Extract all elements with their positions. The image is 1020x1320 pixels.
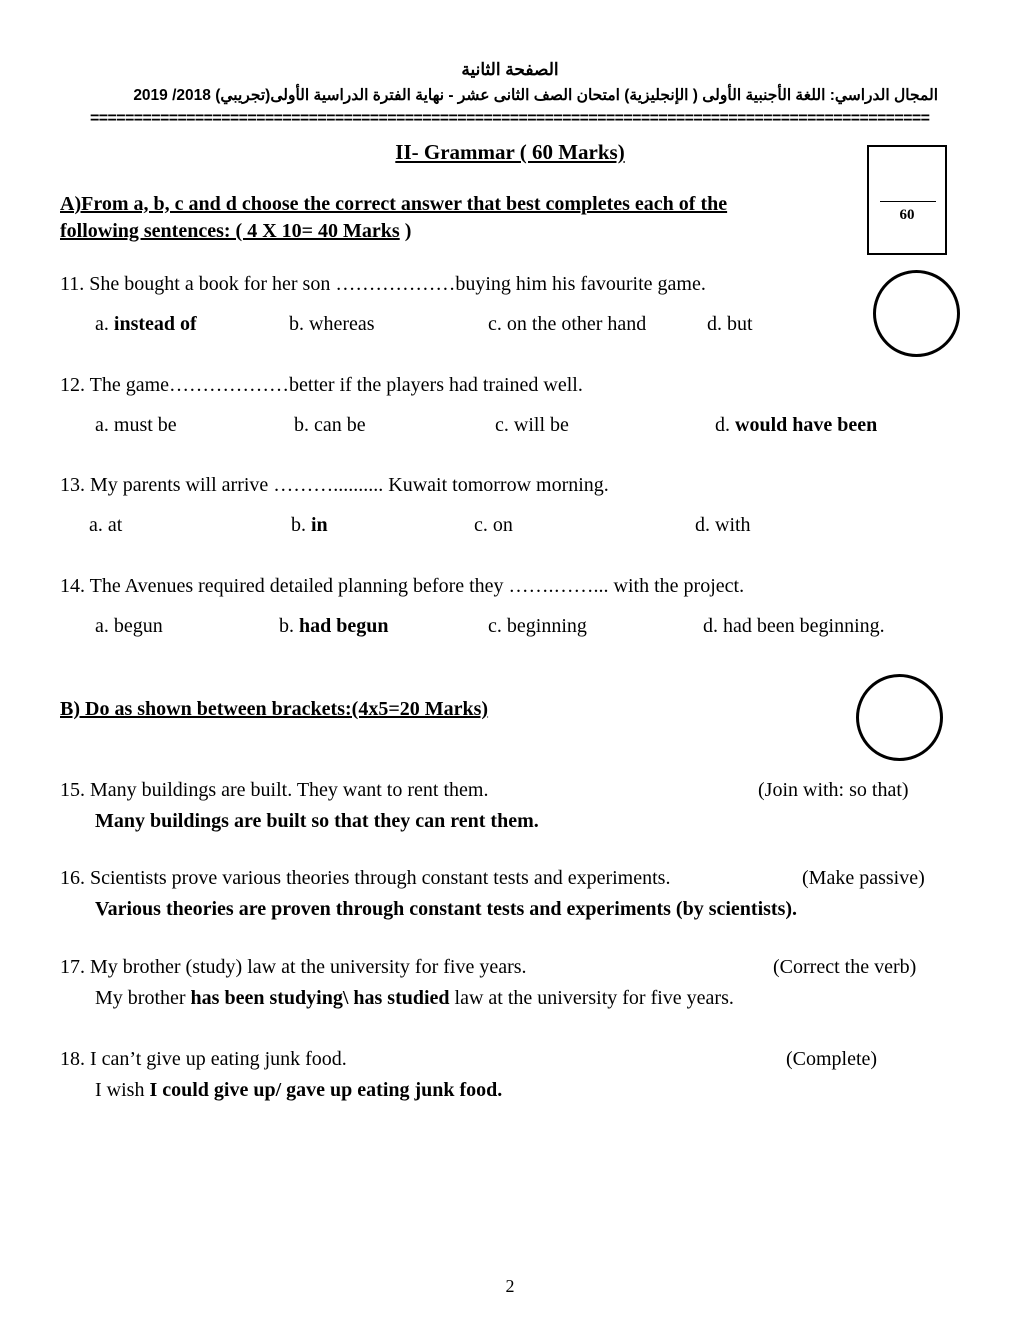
q13-option-a[interactable]: a. at <box>89 514 123 536</box>
q14-option-b[interactable]: b. had begun <box>279 615 389 637</box>
question-15: 15. Many buildings are built. They want to rent them. <box>60 779 489 801</box>
q11-option-b[interactable]: b. whereas <box>289 313 375 335</box>
q13-option-c[interactable]: c. on <box>474 514 513 536</box>
q16-answer: Various theories are proven through constant tests and experiments (by scientists). <box>95 898 798 920</box>
separator-line: ================================================================================================ <box>90 111 930 127</box>
q11-option-a[interactable]: a. instead of <box>95 313 197 335</box>
q12-option-c[interactable]: c. will be <box>495 414 569 436</box>
question-14: 14. The Avenues required detailed planning before they …….……... with the project. <box>60 575 745 597</box>
part-a-instruction-line1: A)From a, b, c and d choose the correct answer that best completes each of the <box>60 193 728 215</box>
q14-option-c[interactable]: c. beginning <box>488 615 587 637</box>
q16-hint: (Make passive) <box>802 867 925 889</box>
q11-option-c[interactable]: c. on the other hand <box>488 313 647 335</box>
arabic-page-title: الصفحة الثانية <box>461 60 559 79</box>
part-a-instruction-line2: following sentences: ( 4 X 10= 40 Marks ) <box>60 220 412 242</box>
question-13: 13. My parents will arrive ……….......... Kuwait tomorrow morning. <box>60 474 609 496</box>
q18-answer: I wish I could give up/ gave up eating junk food. <box>95 1079 503 1101</box>
question-17: 17. My brother (study) law at the university for five years. <box>60 956 527 978</box>
arabic-exam-subtitle: المجال الدراسي: اللغة الأجنبية الأولى ( الإنجليزية) امتحان الصف الثانى عشر - نهاية الفترة الدراسية الأولى(تجريبي) 2018/ 2019 <box>133 87 938 104</box>
question-11: 11. She bought a book for her son ………………buying him his favourite game. <box>60 273 706 295</box>
page-number: 2 <box>505 1276 515 1296</box>
section-title: II- Grammar ( 60 Marks) <box>395 140 625 164</box>
mark-circle-b <box>856 674 943 761</box>
q15-hint: (Join with: so that) <box>758 779 909 801</box>
q17-answer: My brother has been studying\ has studied law at the university for five years. <box>95 987 734 1009</box>
q12-option-a[interactable]: a. must be <box>95 414 177 436</box>
q14-option-a[interactable]: a. begun <box>95 615 163 637</box>
question-18: 18. I can’t give up eating junk food. <box>60 1048 347 1070</box>
score-total: 60 <box>899 207 915 223</box>
question-16: 16. Scientists prove various theories through constant tests and experiments. <box>60 867 671 889</box>
q14-option-d[interactable]: d. had been beginning. <box>703 615 885 637</box>
part-b-instruction: B) Do as shown between brackets:(4x5=20 Marks) <box>60 698 489 720</box>
q11-option-d[interactable]: d. but <box>707 313 753 335</box>
q12-option-b[interactable]: b. can be <box>294 414 366 436</box>
q15-answer: Many buildings are built so that they can rent them. <box>95 810 539 832</box>
q17-hint: (Correct the verb) <box>773 956 917 978</box>
q18-hint: (Complete) <box>786 1048 878 1070</box>
q13-option-b[interactable]: b. in <box>291 514 328 536</box>
q12-option-d[interactable]: d. would have been <box>715 414 878 436</box>
q13-option-d[interactable]: d. with <box>695 514 751 536</box>
mark-circle-a <box>873 270 960 357</box>
score-box <box>867 145 947 255</box>
question-12: 12. The game………………better if the players had trained well. <box>60 374 583 396</box>
score-divider <box>880 201 936 202</box>
